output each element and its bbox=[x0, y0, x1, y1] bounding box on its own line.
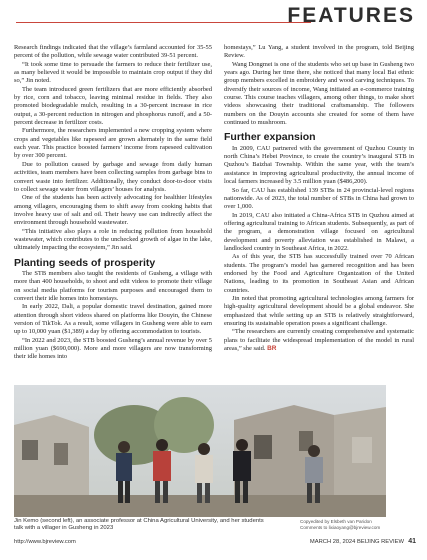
village-scene-image bbox=[14, 385, 386, 517]
paragraph: Wang Dongmei is one of the students who set up base in Gusheng two years ago. During her time there, she noticed that many local Bai ethnic group members excelled in embroidery and wood carving techniques. To diversify their sources of income, Wang initiated an e-commerce training course. This course teaches villagers, among other things, to make short videos showcasing their traditional craftsmanship. The followers numbers on the Douyin accounts she created for some of them have continued to mushroom. bbox=[224, 60, 414, 127]
page-number: 41 bbox=[408, 538, 416, 545]
page-footer bbox=[14, 539, 416, 549]
section-title: FEATURES bbox=[287, 4, 415, 27]
copyedit-credit bbox=[300, 519, 380, 530]
page-header bbox=[0, 0, 427, 36]
paragraph-text: “The researchers are currently creating comprehensive and systematic plans to facilitate the widespread implementation of the model in rural areas,” she said. bbox=[224, 328, 414, 353]
paragraph: The team introduced green fertilizers that are more efficiently absorbed by rice, corn and tobacco, leaving minimal residue in fields. They also promoted biodegradable mulch, resulting in a 30-percent increase in rice output, a 30-percent reduction in nitrogen and phosphorus runoff, and a 50-percent decrease in fertilizer costs. bbox=[14, 85, 212, 127]
paragraph: Research findings indicated that the village’s farmland accounted for 35-55 percent of the pollution, while sewage water contributed 39-51 percent. bbox=[14, 44, 212, 60]
paragraph: Furthermore, the researchers implemented a new cropping system where crops and vegetables like rapeseed are grown alternately in the same field each year. This practice boosted farmers’ income from rapeseed cultivation by over 300 percent. bbox=[14, 127, 212, 160]
article-column-right bbox=[224, 44, 414, 353]
end-mark: BR bbox=[267, 345, 277, 353]
comments-email-line: Comments to lixiaoyang@bjreview.com bbox=[300, 524, 381, 530]
paragraph: “In 2022 and 2023, the STB boosted Gusheng’s annual revenue by over 5 million yuan ($690,000). More and more villagers are now transforming their idle homes into bbox=[14, 336, 212, 361]
paragraph: One of the students has been actively advocating for healthier lifestyles among villagers, encouraging them to shift away from cooking habits that involve heavy use of salt and oil. Their heavy use can indirectly affect the environment through household wastewater. bbox=[14, 194, 212, 227]
paragraph: Due to pollution caused by garbage and sewage from daily human activities, team members have been collecting samples from garbage bins to convert waste into fertilizer. Additionally, they conduct door-to-door visits to collect sewage water from villagers’ houses for analysis. bbox=[14, 160, 212, 193]
subheading-planting-seeds: Planting seeds of prosperity bbox=[14, 256, 156, 269]
paragraph: Jin noted that promoting agricultural technologies among farmers for high-quality agricultural development should be a global endeavor. She emphasized that while setting up an STB is relatively straightforward, ensuring its sustainable operation poses a significant challenge. bbox=[224, 294, 414, 327]
paragraph: The STB members also taught the residents of Gusheng, a village with more than 400 households, to shoot and edit videos to promote their village on social media platforms for tourism purposes and encouraged them to convert their idle homes into homestays. bbox=[14, 269, 212, 302]
issue-info: MARCH 28, 2024 BEIJING REVIEW bbox=[309, 539, 404, 545]
paragraph: As of this year, the STB has successfully trained over 70 African students. The program’s model has garnered recognition and has been endorsed by the Food and Agriculture Organization of the United Nations, leading to its promotion in Southeast Asian and African countries. bbox=[224, 253, 414, 294]
paragraph: In early 2022, Dali, a popular domestic travel destination, gained more attention through short videos shared on platforms like Douyin, the Chinese version of TikTok. As a result, some villagers in Gusheng were able to earn up to 10,000 yuan ($1,389) a day by offering accommodation to tourists. bbox=[14, 303, 212, 336]
paragraph: homestays,” Lu Yang, a student involved in the program, told Beijing Review. bbox=[224, 44, 414, 60]
article-photo bbox=[14, 385, 386, 517]
header-rule bbox=[16, 22, 311, 23]
subheading-further-expansion: Further expansion bbox=[224, 131, 316, 144]
copyeditor-line: Copyedited by Elsbeth van Paridon bbox=[300, 519, 372, 524]
article-column-left bbox=[14, 44, 212, 362]
site-url[interactable]: http://www.bjreview.com bbox=[14, 539, 76, 545]
paragraph: “This initiative also plays a role in reducing pollution from household wastewater, which contributes to the unchecked growth of algae in the lake, ultimately impacting the ecosystem,” Jin said. bbox=[14, 227, 212, 252]
paragraph: In 2009, CAU partnered with the government of Quzhou County in north China’s Hebei Province, to create the country’s inaugural STB in Quzhou’s Baizhai Township. Within the same year, with the team’s assistance in improving agricultural productivity, the annual income of local farmers increased by 3.5 million yuan ($486,200). bbox=[224, 144, 414, 186]
paragraph bbox=[224, 328, 414, 353]
paragraph: So far, CAU has established 139 STBs in 24 provincial-level regions nationwide. As of 2023, the total number of STBs in China had grown to over 1,000. bbox=[224, 186, 414, 211]
paragraph: In 2019, CAU also initiated a China-Africa STB in Quzhou aimed at offering agricultural training to African students. Subsequently, as part of the program, a demonstration village focused on agricultural development and poverty alleviation was established in Malawi, a landlocked country in Southeast Africa, in 2022. bbox=[224, 211, 414, 252]
paragraph: “It took some time to persuade the farmers to reduce their fertilizer use, as many believed it would be impossible to maintain crop output if they did so,” Jin noted. bbox=[14, 60, 212, 85]
photo-caption: Jin Kemo (second left), an associate professor at China Agricultural University, and her students talk with a villager in Gusheng in 2023 bbox=[14, 518, 264, 532]
